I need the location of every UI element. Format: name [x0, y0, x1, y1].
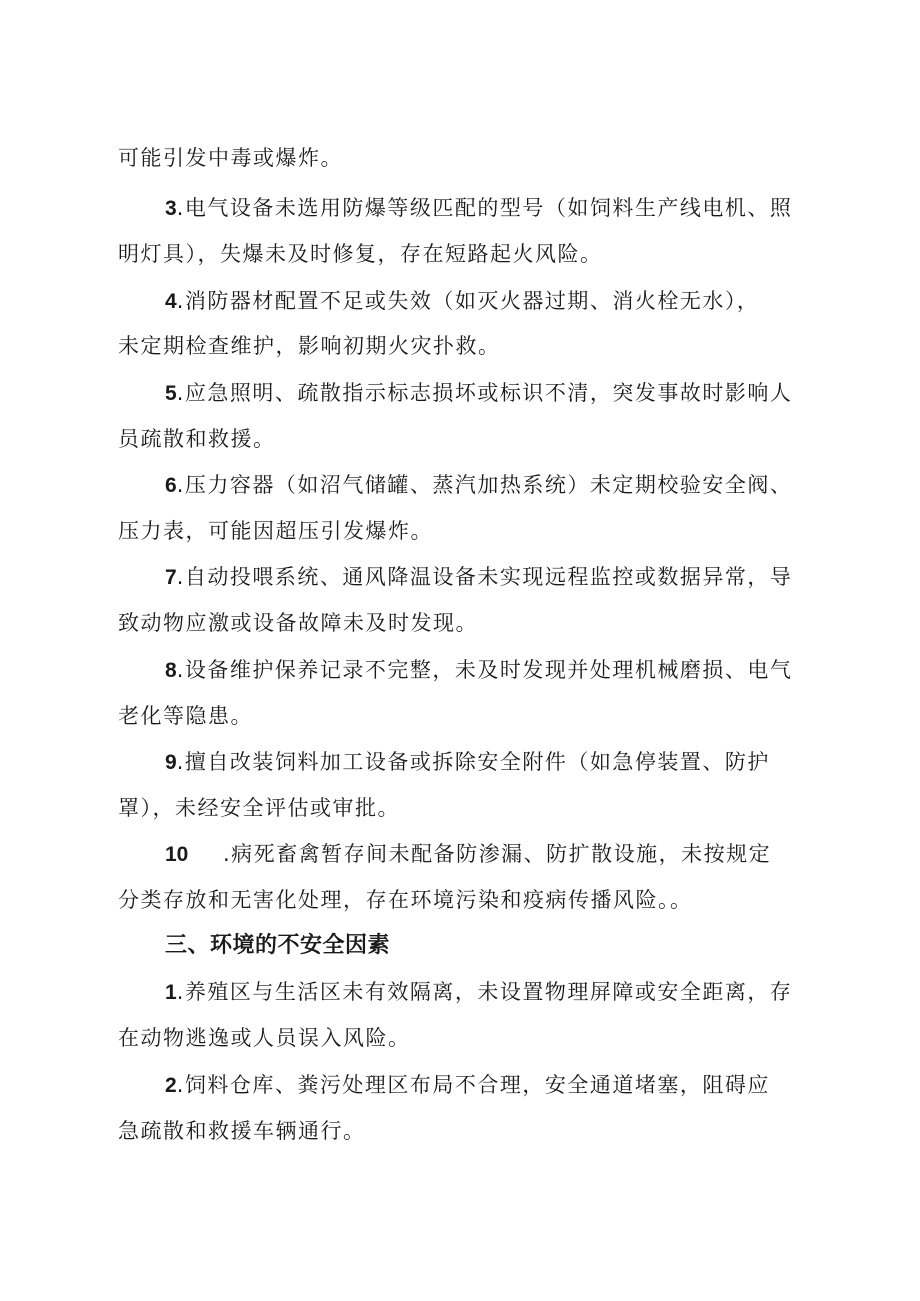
- list-item-4: [165, 286, 759, 316]
- item-number: 3: [165, 197, 177, 220]
- item-number: 9: [165, 751, 177, 774]
- item-number: 7: [165, 566, 177, 589]
- list-item-10: [165, 839, 771, 869]
- list-item-4-cont: 未定期检查维护，影响初期火灾扑救。: [118, 334, 501, 358]
- list-item-6-cont: 压力表，可能因超压引发爆炸。: [118, 519, 433, 543]
- list-item-10-cont: 分类存放和无害化处理，存在环境污染和疫病传播风险。。: [118, 888, 693, 912]
- section3-item-1: [165, 977, 792, 1007]
- section3-item-2-cont: 急疏散和救援车辆通行。: [118, 1119, 366, 1143]
- list-item-9: [165, 747, 770, 777]
- item-text: .自动投喂系统、通风降温设备未实现远程监控或数据异常，导: [176, 565, 793, 589]
- list-item-6: [165, 470, 792, 500]
- item-number: 5: [165, 382, 177, 405]
- item-number: 4: [165, 290, 177, 313]
- list-item-5-cont: 员疏散和救援。: [118, 427, 276, 451]
- paragraph-continuation: 可能引发中毒或爆炸。: [118, 146, 343, 170]
- item-text: .压力容器（如沼气储罐、蒸汽加热系统）未定期校验安全阀、: [176, 473, 793, 497]
- item-text: .电气设备未选用防爆等级匹配的型号（如饲料生产线电机、照: [176, 196, 793, 220]
- list-item-9-cont: 罩），未经安全评估或审批。: [118, 796, 400, 820]
- list-item-7: [165, 562, 792, 592]
- list-item-3: [165, 193, 792, 223]
- item-text: .病死畜禽暂存间未配备防渗漏、防扩散设施，未按规定: [223, 842, 772, 866]
- item-number: 1: [165, 981, 177, 1004]
- item-text: .擅自改装饲料加工设备或拆除安全附件（如急停装置、防护: [176, 750, 770, 774]
- item-number: 2: [165, 1074, 177, 1097]
- item-text: .消防器材配置不足或失效（如灭火器过期、消火栓无水），: [176, 289, 760, 313]
- list-item-3-cont: 明灯具），失爆未及时修复，存在短路起火风险。: [118, 242, 603, 266]
- list-item-8: [165, 655, 792, 685]
- section3-item-2: [165, 1070, 770, 1100]
- item-number: 10: [165, 843, 189, 866]
- list-item-5: [165, 378, 792, 408]
- item-text: .设备维护保养记录不完整，未及时发现并处理机械磨损、电气: [176, 658, 793, 682]
- section-heading: 三、环境的不安全因素: [165, 933, 391, 958]
- item-number: 6: [165, 474, 177, 497]
- item-text: .养殖区与生活区未有效隔离，未设置物理屏障或安全距离，存: [176, 980, 793, 1004]
- item-text: .饲料仓库、粪污处理区布局不合理，安全通道堵塞，阻碍应: [176, 1073, 770, 1097]
- section3-item-1-cont: 在动物逃逸或人员误入风险。: [118, 1026, 411, 1050]
- item-number: 8: [165, 659, 177, 682]
- item-text: .应急照明、疏散指示标志损坏或标识不清，突发事故时影响人: [176, 381, 793, 405]
- list-item-7-cont: 致动物应激或设备故障未及时发现。: [118, 611, 478, 635]
- list-item-8-cont: 老化等隐患。: [118, 704, 253, 728]
